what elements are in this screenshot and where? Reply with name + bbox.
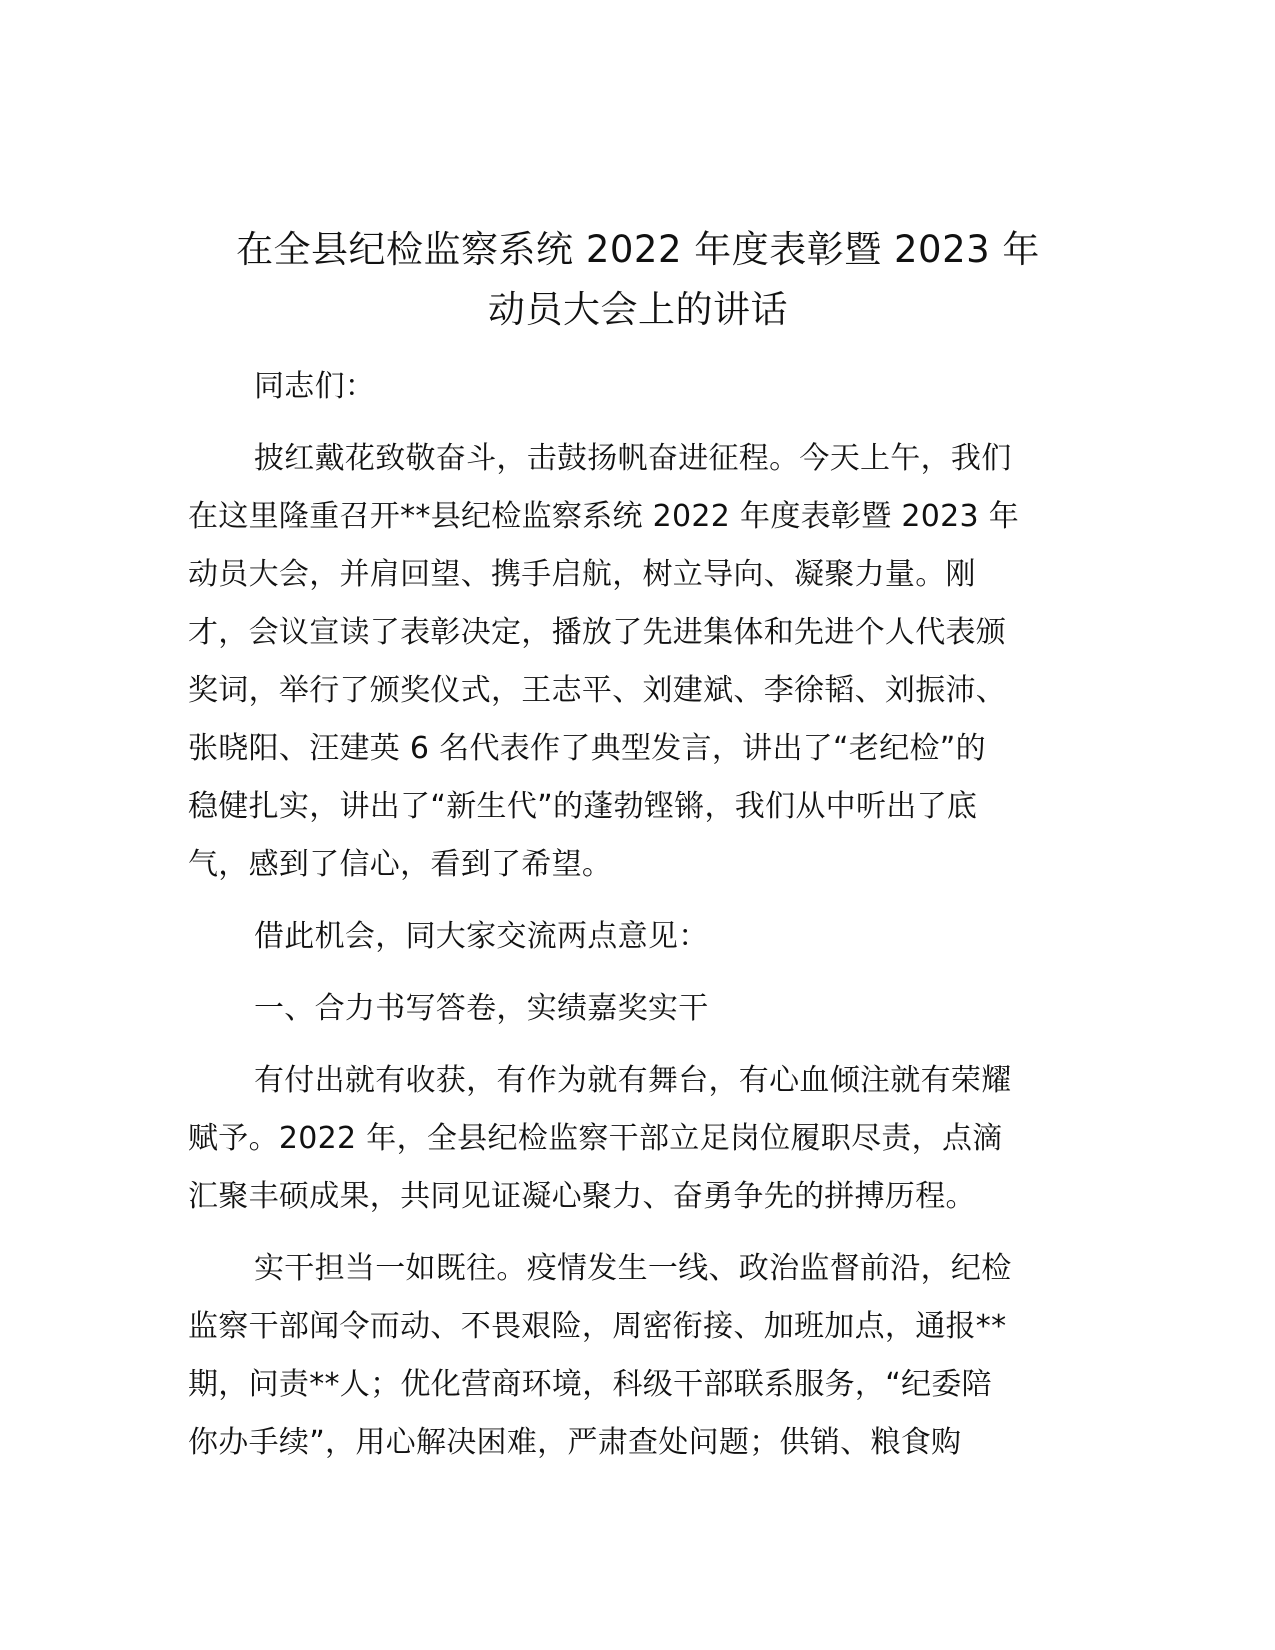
title-line-1: 在全县纪检监察系统 2022 年度表彰暨 2023 年 xyxy=(236,228,1040,271)
paragraph-line: 披红戴花致敬奋斗，击鼓扬帆奋进征程。今天上午，我们 xyxy=(254,441,1012,476)
paragraph-line: 同志们： xyxy=(254,369,376,404)
paragraph-line: 气，感到了信心，看到了希望。 xyxy=(188,847,613,882)
transition-paragraph xyxy=(188,908,1088,966)
paragraph-line: 期，问责**人；优化营商环境，科级干部联系服务，“纪委陪 xyxy=(188,1367,992,1402)
salutation-paragraph xyxy=(188,358,1088,416)
document-title xyxy=(188,220,1088,340)
achievement-paragraph xyxy=(188,1052,1088,1226)
paragraph-line: 一、合力书写答卷，实绩嘉奖实干 xyxy=(254,991,709,1026)
paragraph-line: 奖词，举行了颁奖仪式，王志平、刘建斌、李徐韬、刘振沛、 xyxy=(188,673,1007,708)
opening-paragraph xyxy=(188,430,1088,894)
paragraph-line: 张晓阳、汪建英 6 名代表作了典型发言，讲出了“老纪检”的 xyxy=(188,731,986,766)
paragraph-line: 在这里隆重召开**县纪检监察系统 2022 年度表彰暨 2023 年 xyxy=(188,499,1020,534)
paragraph-line: 借此机会，同大家交流两点意见： xyxy=(254,919,709,954)
paragraph-line: 汇聚丰硕成果，共同见证凝心聚力、奋勇争先的拼搏历程。 xyxy=(188,1179,976,1214)
paragraph-line: 才，会议宣读了表彰决定，播放了先进集体和先进个人代表颁 xyxy=(188,615,1007,650)
paragraph-line: 实干担当一如既往。疫情发生一线、政治监督前沿，纪检 xyxy=(254,1251,1012,1286)
paragraph-line: 稳健扎实，讲出了“新生代”的蓬勃铿锵，我们从中听出了底 xyxy=(188,789,978,824)
paragraph-line: 有付出就有收获，有作为就有舞台，有心血倾注就有荣耀 xyxy=(254,1063,1012,1098)
paragraph-line: 动员大会，并肩回望、携手启航，树立导向、凝聚力量。刚 xyxy=(188,557,976,592)
paragraph-line: 你办手续”，用心解决困难，严肃查处问题；供销、粮食购 xyxy=(188,1425,962,1460)
paragraph-line: 赋予。2022 年，全县纪检监察干部立足岗位履职尽责，点滴 xyxy=(188,1121,1003,1156)
title-line-2: 动员大会上的讲话 xyxy=(488,288,788,331)
duty-paragraph xyxy=(188,1240,1088,1472)
paragraph-line: 监察干部闻令而动、不畏艰险，周密衔接、加班加点，通报** xyxy=(188,1309,1007,1344)
section-heading-1 xyxy=(188,980,1088,1038)
document-body xyxy=(188,358,1088,1486)
